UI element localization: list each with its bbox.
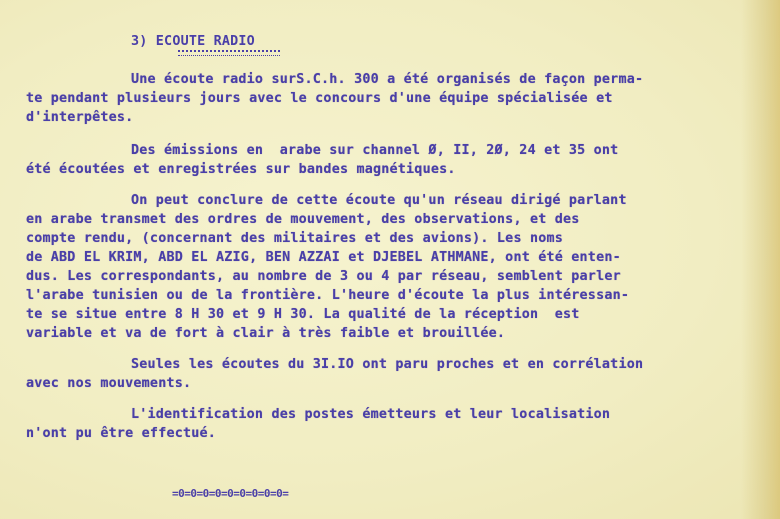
paragraph-3-line-4: de ABD EL KRIM, ABD EL AZIG, BEN AZZAI et DJEBEL ATHMANE, ont été enten- [26, 250, 621, 265]
paragraph-3-line-8: variable et va de fort à clair à très faible et brouillée. [26, 326, 506, 341]
paragraph-4-line-1: Seules les écoutes du 3I.IO ont paru proches et en corrélation [131, 357, 644, 372]
section-number: 3) [131, 34, 148, 49]
paragraph-3-line-1: On peut conclure de cette écoute qu'un réseau dirigé parlant [131, 193, 627, 208]
heading-underline [178, 50, 280, 56]
paragraph-3-line-7: te se situe entre 8 H 30 et 9 H 30. La qualité de la réception est [26, 307, 580, 322]
section-heading [131, 34, 255, 49]
paragraph-1-line-1: Une écoute radio surS.C.h. 300 a été organisés de façon perma- [131, 72, 644, 87]
paragraph-4-line-2: avec nos mouvements. [26, 376, 192, 391]
paragraph-2-line-2: été écoutées et enregistrées sur bandes magnétiques. [26, 162, 456, 177]
paragraph-5-line-2: n'ont pu être effectué. [26, 426, 217, 441]
paragraph-3-line-2: en arabe transmet des ordres de mouvement, des observations, et des [26, 212, 580, 227]
paragraph-3-line-3: compte rendu, (concernant des militaires et des avions). Les noms [26, 231, 564, 246]
paragraph-1-line-3: d'interpêtes. [26, 110, 134, 125]
paragraph-2-line-1: Des émissions en arabe sur channel Ø, II, 2Ø, 24 et 35 ont [131, 143, 619, 158]
paragraph-3-line-5: dus. Les correspondants, au nombre de 3 ou 4 par réseau, semblent parler [26, 269, 621, 284]
paragraph-1-line-2: te pendant plusieurs jours avec le concours d'une équipe spécialisée et [26, 91, 613, 106]
section-title: ECOUTE RADIO [155, 34, 255, 49]
paragraph-3-line-6: l'arabe tunisien ou de la frontière. L'heure d'écoute la plus intéressan- [26, 288, 630, 303]
paragraph-5-line-1: L'identification des postes émetteurs et leur localisation [131, 407, 611, 422]
end-separator: =0=0=0=0=0=0=0=0=0= [172, 487, 289, 500]
